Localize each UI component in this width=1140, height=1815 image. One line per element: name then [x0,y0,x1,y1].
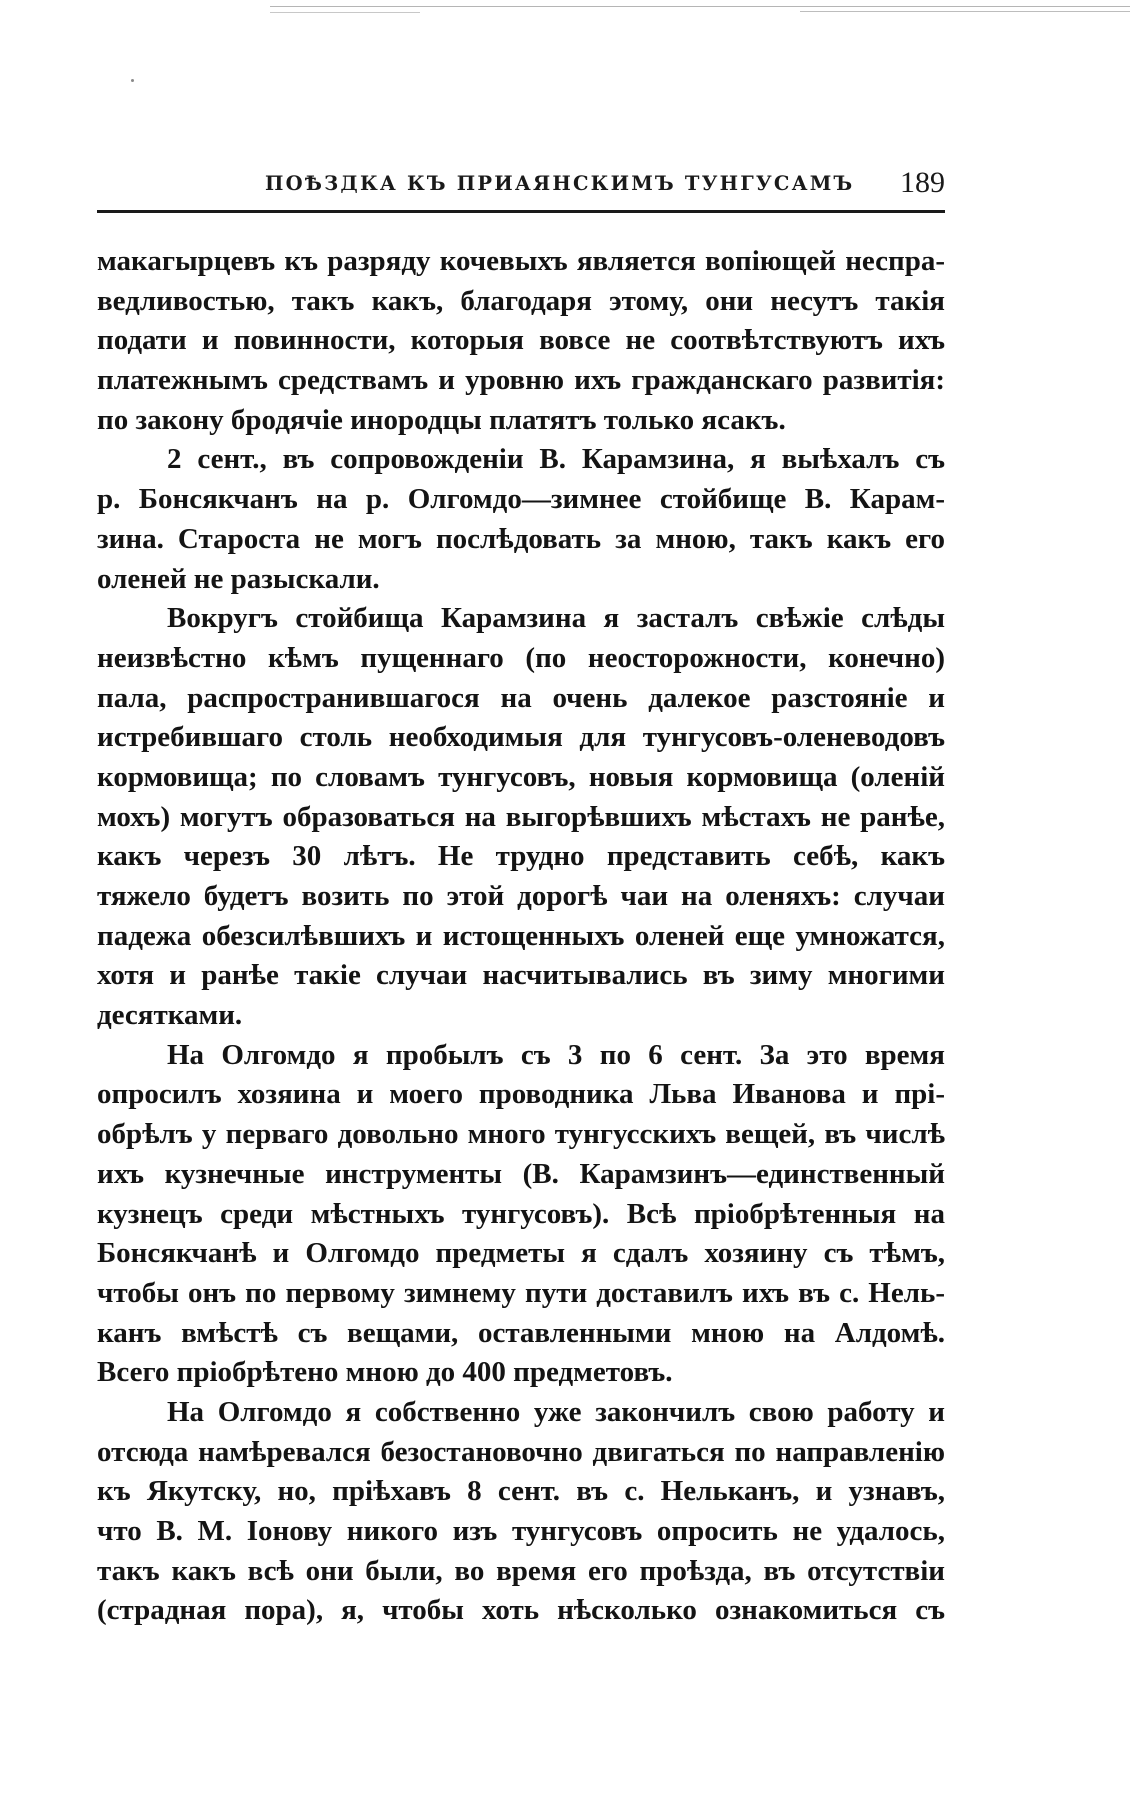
scan-edge-line [270,6,1130,7]
text-line: оленей не разыскали. [97,562,380,595]
text-line: какъ черезъ 30 лѣтъ. Не трудно представить себѣ, какъ [97,840,945,873]
text-line: зина. Староста не могъ послѣдовать за мною, такъ какъ его [97,522,945,555]
page-header [97,160,945,210]
text-line: чтобы онъ по первому зимнему пути доставилъ ихъ въ с. Нель- [97,1276,945,1309]
text-line: платежнымъ средствамъ и уровню ихъ гражданскаго развитія: [97,364,945,397]
text-line: по закону бродячіе инородцы платятъ только ясакъ. [97,403,786,436]
text-line: кормовища; по словамъ тунгусовъ, новыя кормовища (оленій [97,760,945,793]
text-line: тяжело будетъ возить по этой дорогѣ чаи на оленяхъ: случаи [97,880,945,912]
text-line: десятками. [97,999,243,1032]
paragraph-first-line: На Олгомдо я пробылъ съ 3 по 6 сент. За это время [167,1038,945,1071]
text-line: такъ какъ всѣ они были, во время его проѣзда, въ отсутствіи [97,1554,945,1587]
text-line: что В. М. Іонову никого изъ тунгусовъ опросить не удалось, [97,1515,945,1547]
text-line: истребившаго столь необходимыя для тунгусовъ-оленеводовъ [97,721,945,754]
text-line: отсюда намѣревался безостановочно двигаться по направленію [97,1435,945,1468]
text-line: опросилъ хозяина и моего проводника Льва Иванова и прі- [97,1078,945,1111]
text-line: подати и повинности, которыя вовсе не соотвѣтствуютъ ихъ [97,324,945,357]
text-line: неизвѣстно кѣмъ пущеннаго (по неосторожности, конечно) [97,641,945,674]
running-title: ПОѢЗДКА КЪ ПРИАЯНСКИМЪ ТУНГУСАМЪ [265,172,855,195]
page-number: 189 [900,166,945,199]
scan-edge-line [270,12,420,13]
text-line: Всего пріобрѣтено мною до 400 предметовъ. [97,1356,673,1389]
paragraph-first-line: На Олгомдо я собственно уже закончилъ свою работу и [167,1395,945,1428]
text-line: р. Бонсякчанъ на р. Олгомдо—зимнее стойбище В. Карам- [97,483,945,516]
text-line: падежа обезсилѣвшихъ и истощенныхъ оленей еще умножатся, [97,919,945,952]
text-line: обрѣлъ у перваго довольно много тунгусскихъ вещей, въ числѣ [97,1118,945,1151]
text-line: Бонсякчанѣ и Олгомдо предметы я сдалъ хозяину съ тѣмъ, [97,1237,945,1270]
text-line: пала, распространившагося на очень далекое разстояніе и [97,681,945,714]
text-line: канъ вмѣстѣ съ вещами, оставленными мною на Алдомѣ. [97,1316,945,1349]
text-line: макагырцевъ къ разряду кочевыхъ является вопіющей неспра- [97,245,945,277]
scan-edge-line [800,11,1130,12]
text-line: къ Якутску, но, пріѣхавъ 8 сент. въ с. Нельканъ, и узнавъ, [97,1475,945,1508]
text-line: кузнецъ среди мѣстныхъ тунгусовъ). Всѣ пріобрѣтенныя на [97,1197,945,1230]
body-text [97,242,945,1631]
scan-speck [131,79,134,82]
text-line: (страдная пора), я, чтобы хоть нѣсколько ознакомиться съ [97,1594,945,1627]
text-line: ведливостью, такъ какъ, благодаря этому, они несутъ такія [97,284,945,317]
text-line: мохъ) могутъ образоваться на выгорѣвшихъ мѣстахъ не ранѣе, [97,800,945,833]
paragraph-first-line: Вокругъ стойбища Карамзина я засталъ свѣжіе слѣды [167,602,945,635]
text-line: хотя и ранѣе такіе случаи насчитывались въ зиму многими [97,959,945,992]
text-line: ихъ кузнечные инструменты (В. Карамзинъ—единственный [97,1157,945,1190]
header-rule [97,210,945,213]
paragraph-first-line: 2 сент., въ сопровожденіи В. Карамзина, я выѣхалъ съ [167,443,945,476]
